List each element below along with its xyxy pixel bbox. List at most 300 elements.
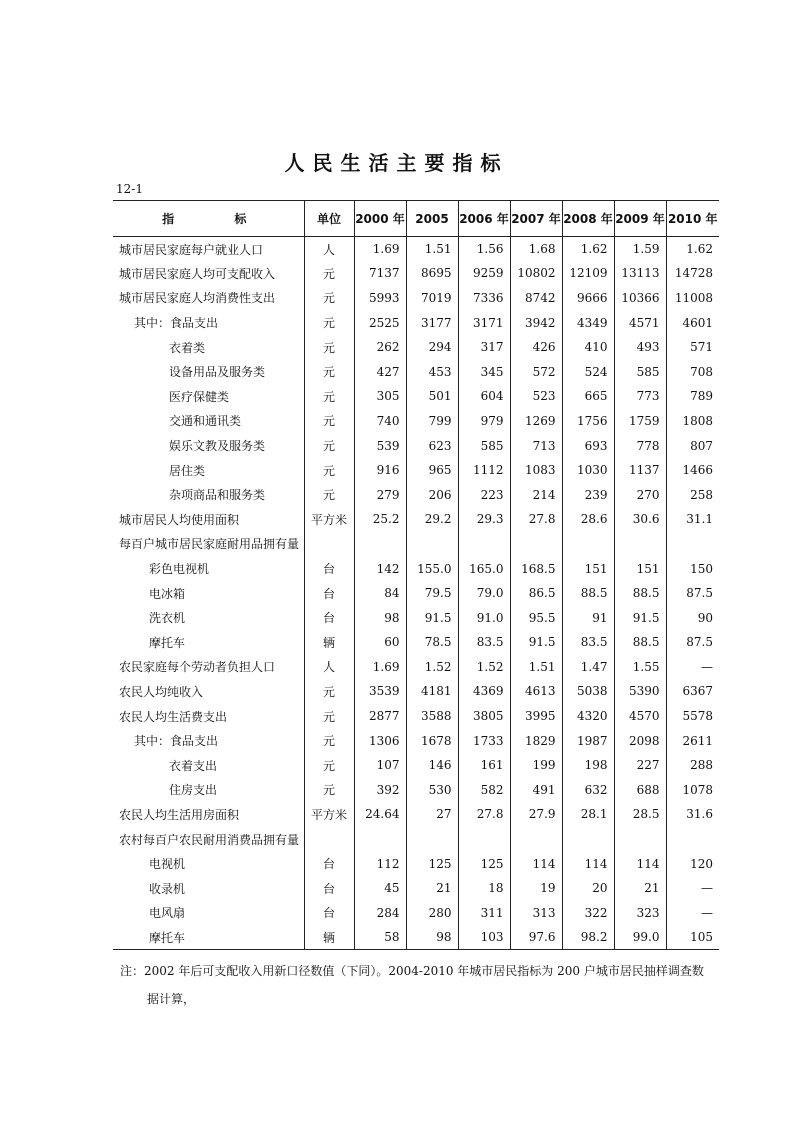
row-value: 79.0 [458,581,510,606]
row-value: 1678 [406,728,458,753]
row-indicator-name: 摩托车 [149,635,186,650]
row-indicator-name: 每百户城市居民家庭耐用品拥有量 [119,537,300,552]
row-value: 103 [458,925,510,950]
row-indicator-name: 交通和通讯类 [169,414,242,429]
row-value: 688 [614,778,666,803]
row-unit: 元 [304,482,354,507]
row-value: 530 [406,778,458,803]
row-value: 524 [562,359,614,384]
row-value: 1137 [614,458,666,483]
row-indicator-name: 设备用品及服务类 [169,365,266,380]
row-value: 91.5 [510,630,562,655]
row-value: 1078 [666,778,719,803]
table-row [113,802,719,827]
row-value: 1829 [510,728,562,753]
row-value [562,827,614,852]
table-header-row [113,201,719,237]
row-value: 3995 [510,704,562,729]
row-value: 114 [562,851,614,876]
row-value: 427 [354,359,406,384]
row-value: 21 [614,876,666,901]
row-value: 146 [406,753,458,778]
row-value [406,827,458,852]
row-value: 294 [406,335,458,360]
table-number: 12-1 [116,182,143,196]
row-value: 21 [406,876,458,901]
table-row [113,925,719,950]
table-row [113,458,719,483]
row-value: 20 [562,876,614,901]
row-value: 105 [666,925,719,950]
row-value: 98.2 [562,925,614,950]
row-value: 165.0 [458,556,510,581]
row-value: 8695 [406,261,458,286]
row-value: 5993 [354,286,406,311]
row-unit: 平方米 [304,802,354,827]
row-indicator-name: 城市居民人均使用面积 [119,512,240,527]
table-row [113,359,719,384]
row-value: 5390 [614,679,666,704]
row-value: 258 [666,482,719,507]
row-value: 1.52 [458,655,510,680]
row-value: 6367 [666,679,719,704]
row-indicator-name: 农村每百户农民耐用消费品拥有量 [119,832,300,847]
row-unit: 元 [304,261,354,286]
row-value: 91.5 [406,605,458,630]
table-row [113,409,719,434]
row-value: 91.0 [458,605,510,630]
row-value: 83.5 [562,630,614,655]
header-year: 2008 年 [562,201,614,237]
table-row [113,532,719,557]
row-value: 95.5 [510,605,562,630]
row-value: 778 [614,433,666,458]
table-row [113,433,719,458]
row-value: 1.52 [406,655,458,680]
row-indicator-name: 其中：食品支出 [134,734,219,749]
row-value: 604 [458,384,510,409]
row-value: 84 [354,581,406,606]
page-title: 人民生活主要指标 [284,151,509,175]
row-value: 773 [614,384,666,409]
row-value: 88.5 [614,630,666,655]
row-value: 125 [406,851,458,876]
row-value: 1.69 [354,237,406,262]
row-value: 114 [510,851,562,876]
row-value: 3588 [406,704,458,729]
row-value: 523 [510,384,562,409]
row-indicator-name: 住房支出 [169,783,218,798]
row-value: 14728 [666,261,719,286]
row-value: 501 [406,384,458,409]
row-value: 493 [614,335,666,360]
row-value: 1466 [666,458,719,483]
row-value: 1.59 [614,237,666,262]
row-value: 4571 [614,310,666,335]
row-value: 693 [562,433,614,458]
row-indicator-name: 居住类 [169,463,206,478]
table-row [113,581,719,606]
row-value: 10366 [614,286,666,311]
indicators-table [113,200,719,950]
row-unit: 台 [304,581,354,606]
table-row [113,335,719,360]
row-value: 91 [562,605,614,630]
row-value: 262 [354,335,406,360]
row-value [614,827,666,852]
table-row [113,901,719,926]
row-value: 5038 [562,679,614,704]
row-value: 227 [614,753,666,778]
row-value: 3942 [510,310,562,335]
row-indicator-name: 城市居民家庭人均可支配收入 [119,266,276,281]
row-value: 1.55 [614,655,666,680]
row-value: 410 [562,335,614,360]
row-value: 665 [562,384,614,409]
row-value [354,827,406,852]
row-value: 19 [510,876,562,901]
row-value: 97.6 [510,925,562,950]
row-unit: 元 [304,335,354,360]
row-value: 239 [562,482,614,507]
row-value: 107 [354,753,406,778]
row-value: 223 [458,482,510,507]
row-value: 345 [458,359,510,384]
header-year: 2007 年 [510,201,562,237]
row-value: 12109 [562,261,614,286]
row-value: 1269 [510,409,562,434]
row-value: 120 [666,851,719,876]
table-row [113,605,719,630]
row-value: 29.2 [406,507,458,532]
row-value [666,532,719,557]
row-value: 1987 [562,728,614,753]
row-value: 88.5 [562,581,614,606]
row-value: 426 [510,335,562,360]
row-value: 198 [562,753,614,778]
row-value: 4349 [562,310,614,335]
table-row [113,630,719,655]
row-value: 91.5 [614,605,666,630]
row-indicator-name: 其中：食品支出 [134,316,219,331]
row-unit: 元 [304,286,354,311]
row-unit: 元 [304,310,354,335]
row-value: 151 [562,556,614,581]
footnote-continuation: 据计算， [147,992,196,1006]
row-value: 112 [354,851,406,876]
row-value: 31.1 [666,507,719,532]
row-value: 572 [510,359,562,384]
row-value: 708 [666,359,719,384]
row-unit: 台 [304,556,354,581]
header-year: 2009 年 [614,201,666,237]
row-value: 3177 [406,310,458,335]
row-unit: 台 [304,851,354,876]
row-value: 87.5 [666,581,719,606]
row-value: 740 [354,409,406,434]
row-value: 270 [614,482,666,507]
footnote: 注：2002 年后可支配收入用新口径数值（下同）。2004-2010 年城市居民指标为 200 户城市居民抽样调查数 [120,964,704,978]
table-row [113,310,719,335]
row-value: 155.0 [406,556,458,581]
row-value: 623 [406,433,458,458]
table-row [113,851,719,876]
row-value: 87.5 [666,630,719,655]
row-indicator-name: 摩托车 [113,925,304,950]
row-value: 4570 [614,704,666,729]
row-value: 1306 [354,728,406,753]
row-value: 83.5 [458,630,510,655]
row-value: 4613 [510,679,562,704]
row-value [562,532,614,557]
row-value: 28.6 [562,507,614,532]
row-indicator-name: 农民人均纯收入 [119,684,204,699]
table-row [113,261,719,286]
row-value: 28.5 [614,802,666,827]
row-value: 4601 [666,310,719,335]
row-value: 1756 [562,409,614,434]
table-row [113,704,719,729]
row-unit: 台 [304,876,354,901]
row-value: 29.3 [458,507,510,532]
row-value: 313 [510,901,562,926]
row-value: 79.5 [406,581,458,606]
row-value: 142 [354,556,406,581]
row-value: 27.8 [510,507,562,532]
row-value: 114 [614,851,666,876]
row-unit: 元 [304,458,354,483]
row-value: 713 [510,433,562,458]
row-value: 288 [666,753,719,778]
table-row [113,237,719,262]
row-value: 1083 [510,458,562,483]
row-value: 86.5 [510,581,562,606]
table-row [113,507,719,532]
table-body [113,237,719,950]
row-value [510,827,562,852]
table-row [113,556,719,581]
row-value: 4369 [458,679,510,704]
row-unit: 元 [304,728,354,753]
row-value: 28.1 [562,802,614,827]
row-value: 539 [354,433,406,458]
row-value: 279 [354,482,406,507]
row-value: 206 [406,482,458,507]
row-value: 311 [458,901,510,926]
row-indicator-name: 杂项商品和服务类 [169,488,266,503]
row-value [354,532,406,557]
row-value: 1.62 [666,237,719,262]
row-unit: 平方米 [304,507,354,532]
row-unit: 元 [304,753,354,778]
row-value: 2525 [354,310,406,335]
row-value: 7336 [458,286,510,311]
row-value: 807 [666,433,719,458]
header-indicator: 指 标 [113,201,304,237]
row-value: 1.68 [510,237,562,262]
row-indicator-name: 衣着类 [169,340,206,355]
row-value: 98 [406,925,458,950]
row-value [458,827,510,852]
row-value: 582 [458,778,510,803]
row-value: 323 [614,901,666,926]
row-value: 317 [458,335,510,360]
table-row [113,778,719,803]
row-value: 392 [354,778,406,803]
row-value [614,532,666,557]
row-value [510,532,562,557]
table-row [113,655,719,680]
row-value: 3539 [354,679,406,704]
row-value: 5578 [666,704,719,729]
header-unit: 单位 [304,201,354,237]
row-value [458,532,510,557]
row-value: 150 [666,556,719,581]
row-indicator-name: 衣着支出 [169,758,218,773]
row-value: 31.6 [666,802,719,827]
row-indicator-name: 洗衣机 [149,611,186,626]
row-indicator-name: 医疗保健类 [169,389,230,404]
row-value: 27 [406,802,458,827]
row-value: 25.2 [354,507,406,532]
row-value: 632 [562,778,614,803]
table-row [113,482,719,507]
row-unit: 辆 [304,925,354,950]
row-value: 8742 [510,286,562,311]
row-value: 1030 [562,458,614,483]
row-value: 4181 [406,679,458,704]
row-unit: 辆 [304,630,354,655]
row-indicator-name: 城市居民家庭每户就业人口 [119,242,264,257]
row-value: 585 [458,433,510,458]
header-year: 2000 年 [354,201,406,237]
row-value: 916 [354,458,406,483]
row-unit: 台 [304,605,354,630]
table-row [113,753,719,778]
row-value: 1.51 [510,655,562,680]
row-unit: 台 [304,901,354,926]
row-indicator-name: 彩色电视机 [149,562,210,577]
row-value: 199 [510,753,562,778]
row-unit: 元 [304,384,354,409]
row-value: 585 [614,359,666,384]
row-indicator-name: 城市居民家庭人均消费性支出 [119,291,276,306]
row-value: 88.5 [614,581,666,606]
row-value: 2098 [614,728,666,753]
row-value: 24.64 [354,802,406,827]
table-row [113,876,719,901]
header-year: 2010 年 [666,201,719,237]
row-value: 98 [354,605,406,630]
table-row [113,384,719,409]
row-value: 4320 [562,704,614,729]
row-value: 2877 [354,704,406,729]
row-value: 1.51 [406,237,458,262]
row-indicator-name: 电冰箱 [149,586,186,601]
row-value: 1.56 [458,237,510,262]
row-value: 1.47 [562,655,614,680]
row-value: 90 [666,605,719,630]
row-value: 7019 [406,286,458,311]
row-value: 18 [458,876,510,901]
row-value: 214 [510,482,562,507]
table-row [113,679,719,704]
table-row [113,827,719,852]
header-year: 2005 [406,201,458,237]
header-year: 2006 年 [458,201,510,237]
row-unit: 元 [304,359,354,384]
row-indicator-name: 电风扇 [149,906,186,921]
row-value [666,827,719,852]
row-indicator-name: 农民家庭每个劳动者负担人口 [119,660,276,675]
row-value: 965 [406,458,458,483]
row-value: 78.5 [406,630,458,655]
row-value: 1.69 [354,655,406,680]
row-value: 571 [666,335,719,360]
row-unit: 元 [304,409,354,434]
row-value: — [666,876,719,901]
table-row [113,286,719,311]
row-unit [304,827,354,852]
row-value: 284 [354,901,406,926]
row-unit: 元 [304,679,354,704]
row-value: 60 [354,630,406,655]
row-value: 3805 [458,704,510,729]
row-value: 168.5 [510,556,562,581]
row-value: 453 [406,359,458,384]
row-value: 9259 [458,261,510,286]
row-value: 27.8 [458,802,510,827]
row-value: — [666,901,719,926]
row-value: 9666 [562,286,614,311]
row-value: 7137 [354,261,406,286]
row-indicator-name: 收录机 [149,881,186,896]
row-indicator-name: 娱乐文教及服务类 [169,439,266,454]
row-value: 979 [458,409,510,434]
row-value: 27.9 [510,802,562,827]
row-value: 151 [614,556,666,581]
row-indicator-name: 农民人均生活用房面积 [119,807,240,822]
row-unit: 元 [304,778,354,803]
row-value: 789 [666,384,719,409]
row-value: — [666,655,719,680]
row-value: 3171 [458,310,510,335]
row-value [406,532,458,557]
row-value: 322 [562,901,614,926]
row-unit: 元 [304,704,354,729]
row-value: 45 [354,876,406,901]
row-value: 1733 [458,728,510,753]
row-indicator-name: 电视机 [149,857,186,872]
row-value: 305 [354,384,406,409]
row-value: 11008 [666,286,719,311]
row-value: 1.62 [562,237,614,262]
row-value: 99.0 [614,925,666,950]
row-value: 10802 [510,261,562,286]
row-value: 2611 [666,728,719,753]
row-value: 58 [354,925,406,950]
row-unit: 元 [304,433,354,458]
row-value: 1808 [666,409,719,434]
row-indicator-name: 农民人均生活费支出 [119,709,228,724]
row-unit: 人 [304,655,354,680]
row-value: 799 [406,409,458,434]
row-value: 13113 [614,261,666,286]
row-unit: 人 [304,237,354,262]
row-value: 491 [510,778,562,803]
row-value: 161 [458,753,510,778]
row-value: 30.6 [614,507,666,532]
